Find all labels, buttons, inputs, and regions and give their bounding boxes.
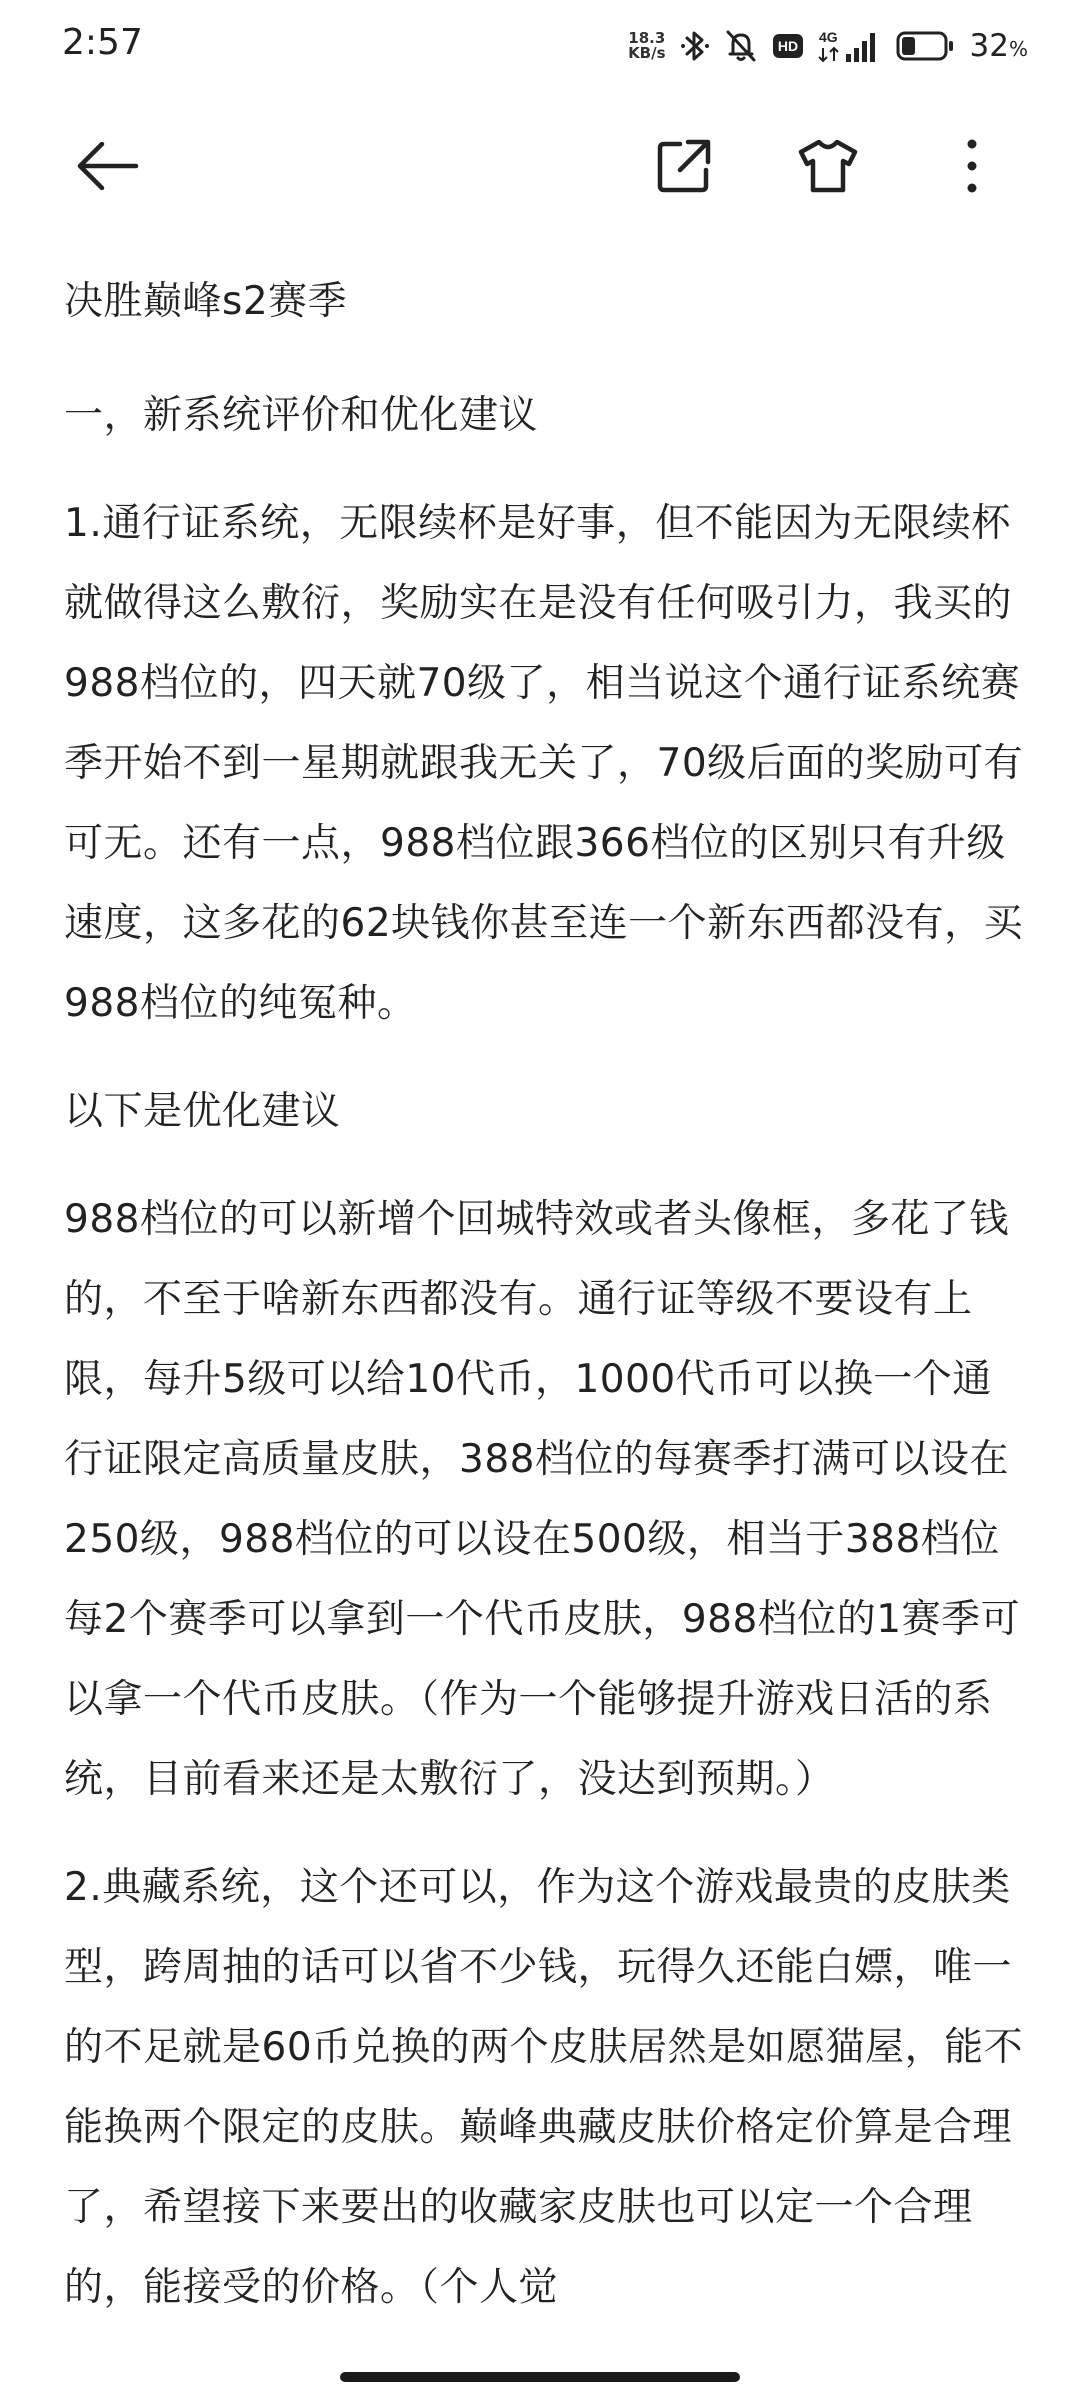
status-time: 2:57 [62, 22, 143, 63]
back-arrow-icon [76, 142, 140, 190]
bluetooth-icon [680, 28, 710, 64]
share-button[interactable] [648, 130, 720, 202]
hd-label: HD [777, 38, 798, 54]
battery-percent [970, 28, 1028, 64]
status-icons [628, 24, 1028, 68]
article-paragraph: 2.典藏系统，这个还可以，作为这个游戏最贵的皮肤类型，跨周抽的话可以省不少钱，玩得久还能白嫖，唯一的不足就是60币兑换的两个皮肤居然是如愿猫屋，能不能换两个限定的皮肤。巅峰典藏皮肤价格定价算是合理了，希望接下来要出的收藏家皮肤也可以定一个合理的，能接受的价格。（个人觉 [64, 1865, 1024, 2310]
home-indicator[interactable] [340, 2372, 740, 2382]
more-vertical-icon [964, 138, 980, 194]
more-options-button[interactable] [936, 130, 1008, 202]
network-speed [628, 31, 665, 61]
section-heading: 一，新系统评价和优化建议 [64, 393, 539, 438]
back-button[interactable] [72, 130, 144, 202]
status-bar [0, 0, 1080, 92]
network-speed-value: 18.3 [628, 29, 666, 47]
skin-button[interactable] [792, 130, 864, 202]
top-action-bar [0, 110, 1080, 220]
battery-icon [896, 30, 956, 62]
battery-percent-value: 32 [969, 28, 1009, 64]
mute-bell-icon [724, 28, 758, 64]
article-paragraph: 以下是优化建议 [64, 1089, 341, 1134]
signal-4g-icon [818, 28, 882, 64]
share-external-icon [656, 138, 712, 194]
article-paragraph: 1.通行证系统，无限续杯是好事，但不能因为无限续杯就做得这么敷衍，奖励实在是没有任何吸引力，我买的988档位的，四天就70级了，相当说这个通行证系统赛季开始不到一星期就跟我无关了，70级后面的奖励可有可无。还有一点，988档位跟366档位的区别只有升级速度，这多花的62块钱你甚至连一个新东西都没有，买988档位的纯冤种。 [64, 501, 1024, 1026]
hd-badge-icon [772, 33, 804, 59]
article-content [64, 262, 1024, 2356]
article-title: 决胜巅峰s2赛季 [64, 279, 348, 324]
network-type-label: 4G [818, 29, 838, 45]
tshirt-icon [797, 138, 859, 194]
network-speed-unit: KB/s [628, 44, 666, 62]
article-paragraph: 988档位的可以新增个回城特效或者头像框，多花了钱的，不至于啥新东西都没有。通行证等级不要设有上限，每升5级可以给10代币，1000代币可以换一个通行证限定高质量皮肤，388档位的每赛季打满可以设在250级，988档位的可以设在500级，相当于388档位每2个赛季可以拿到一个代币皮肤，988档位的1赛季可以拿一个代币皮肤。（作为一个能够提升游戏日活的系统，目前看来还是太敷衍了，没达到预期。） [64, 1197, 1021, 1802]
battery-percent-unit: % [1008, 37, 1028, 61]
